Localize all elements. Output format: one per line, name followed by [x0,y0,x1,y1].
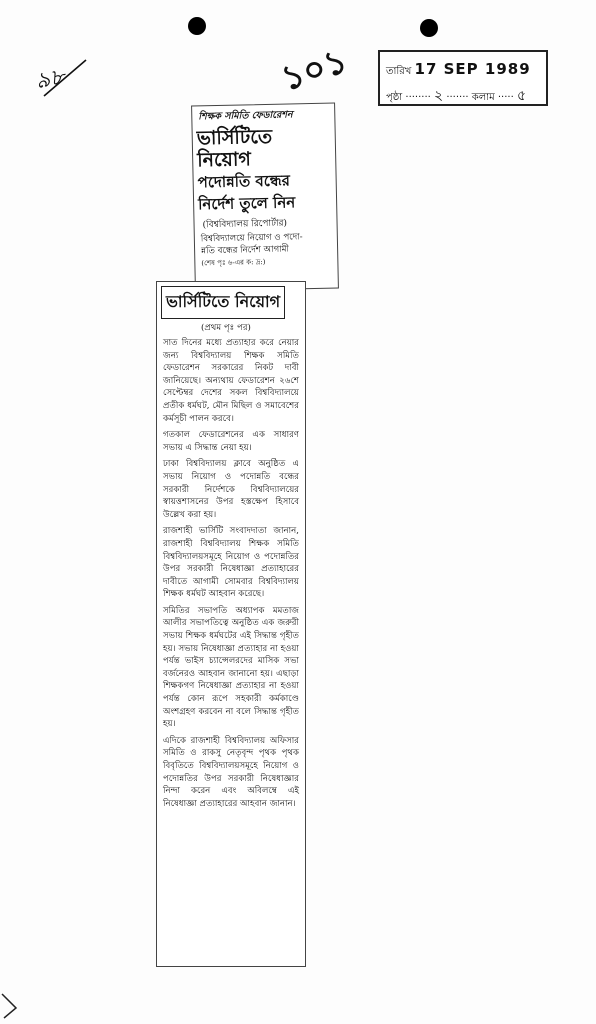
headline-line: নির্দেশ তুলে নিন [197,193,296,214]
margin-scribble: ৯৮ [33,64,67,95]
punch-hole-left [188,17,206,35]
stamp-page-value: ২ [434,88,444,104]
continued-from-label: (প্রথম পৃঃ পর) [201,323,251,333]
stamp-column-label: কলাম [471,92,495,103]
newspaper-clipping-1 [191,103,339,292]
clipping-byline: (বিশ্ববিদ্যালয় রিপোর্টার) [202,218,288,231]
punch-hole-right [420,19,438,37]
lead-line: বিশ্ববিদ্যালয়ে নিয়োগ ও পদো- [200,232,303,245]
headline-line: নিয়োগ [196,148,252,172]
headline-line: পদোন্নতি বন্ধের [197,171,291,192]
article-paragraph: সমিতির সভাপতি অধ্যাপক মমতাজ আলীর সভাপতিত্বে অনুষ্ঠিত এক জরুরী সভায় শিক্ষক ধর্মঘটের এই সিদ্ধান্ত গৃহীত হয়। সভায় নিষেধাজ্ঞা প্রত্যাহার না হওয়া পর্যন্ত ভাইস চ্যান্সেলরদের মাসিক সভা বর্জনেরও আহবান জানানো হয়। এছাড়া শিক্ষকগণ নিষেধাজ্ঞা প্রত্যাহার না হওয়া পর্যন্ত কোন রূপে সহকারী কর্মকাণ্ডে অংশগ্রহণ করবেন না বলে সিদ্ধান্ত গৃহীত হয়। [163,605,299,730]
article-paragraph: সাত দিনের মধ্যে প্রত্যাহার করে নেয়ার জন্য বিশ্ববিদ্যালয় শিক্ষক সমিতি ফেডারেশন সরকারের নিকট দাবী জানিয়েছে। অন্যথায় ফেডারেশন ২৬শে সেপ্টেম্বর দেশের সকল বিশ্ববিদ্যালয়ে প্রতীক ধর্মঘট, মৌন মিছিল ও সমাবেশের কর্মসূচী পালন করবে। [163,338,299,424]
article-paragraph: গতকাল ফেডারেশনের এক সাধারণ সভায় এ সিদ্ধান্ত নেয়া হয়। [163,430,299,453]
headline-line: ভার্সিটিতে [196,125,273,150]
clipping-kicker: শিক্ষক সমিতি ফেডারেশন [198,109,293,123]
article-paragraph: ঢাকা বিশ্ববিদ্যালয় ক্লাবে অনুষ্ঠিত এ সভায় নিয়োগ ও পদোন্নতি বন্ধের সরকারী নির্দেশকে বিশ্ববিদ্যালয়ের স্বায়ত্তশাসনের উপর হস্তক্ষেপ হিসাবে উল্লেখ করা হয়। [163,459,299,520]
stamp-column-value: ৫ [516,88,527,104]
lead-line: (শেষ পৃঃ ৬-এর ক: দ্র:) [201,258,266,268]
scribble-strike [40,56,90,100]
article-paragraph: রাজশাহী ভার্সিটি সংবাদদাতা জানান, রাজশাহী বিশ্ববিদ্যালয় শিক্ষক সমিতি বিশ্ববিদ্যালয়সমূহে নিয়োগ ও পদোন্নতির উপর সরকারী নিষেধাজ্ঞা প্রত্যাহারের দাবীতে আগামী সোমবার বিশ্ববিদ্যালয় শিক্ষক ধর্মঘট আহবান করেছে। [163,526,299,600]
newspaper-clipping-2 [156,281,306,967]
file-number: ১০১ [276,40,353,100]
lead-line: ন্নতি বন্ধের নির্দেশ আগামী [201,244,290,257]
stamp-date-value: 17 SEP 1989 [414,60,531,78]
clipping-headline [197,125,333,216]
edge-mark [0,990,24,1020]
continuation-headline: ভার্সিটিতে নিয়োগ [161,286,285,319]
stamp-page-label: পৃষ্ঠা [386,92,403,103]
article-paragraph: এদিকে রাজশাহী বিশ্ববিদ্যালয় অফিসার সমিতি ও রাকসু নেতৃবৃন্দ পৃথক পৃথক বিবৃতিতে বিশ্ববিদ্যালয়সমূহে নিয়োগ ও পদোন্নতির উপর সরকারী নিষেধাজ্ঞার নিন্দা করেন এবং অবিলম্বে এই নিষেধাজ্ঞা প্রত্যাহারের আহবান জানান। [163,735,299,809]
date-stamp: তারিখ 17 SEP 1989 পৃষ্ঠা ········ ২ ······· কলাম ····· ৫ [378,50,548,106]
stamp-date-label: তারিখ [386,66,412,77]
